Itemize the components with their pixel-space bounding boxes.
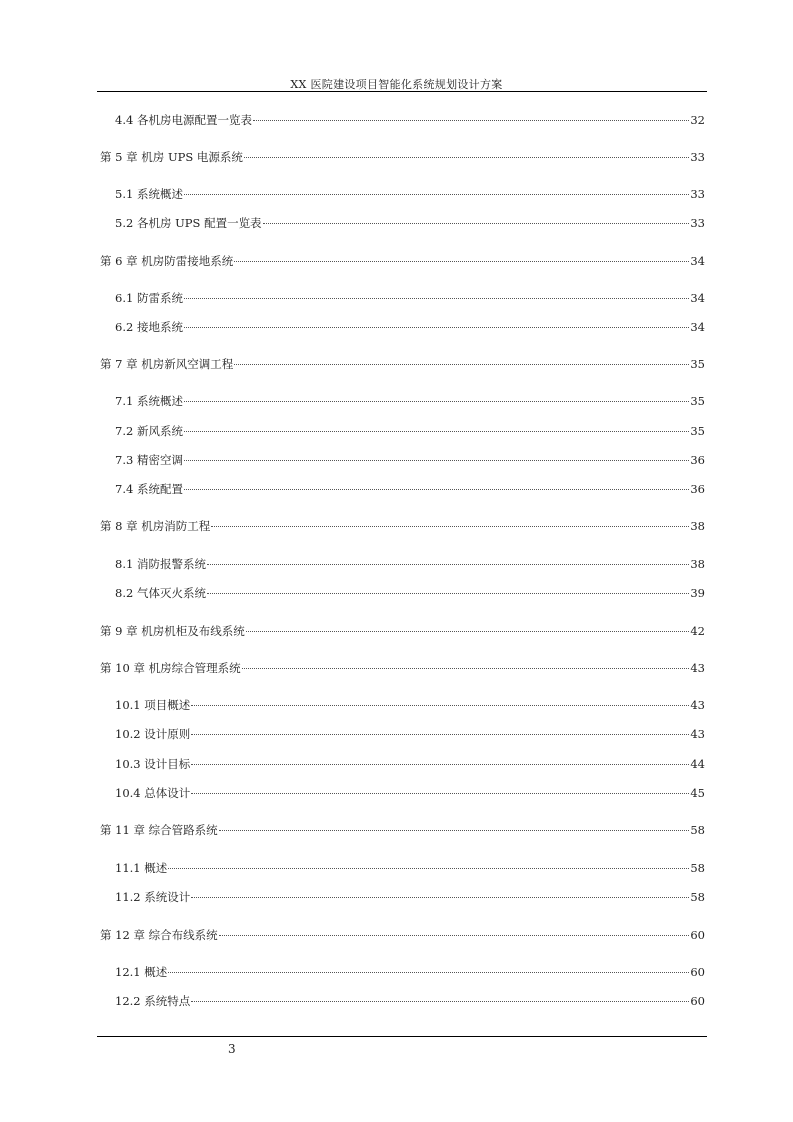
- toc-entry-page: 33: [690, 216, 705, 230]
- toc-section-entry[interactable]: [115, 482, 705, 496]
- toc-entry-page: 36: [690, 482, 705, 496]
- toc-entry-label: 6.1 防雷系统: [115, 291, 183, 305]
- toc-entry-page: 43: [690, 698, 705, 712]
- toc-entry-label: 11.1 概述: [115, 861, 168, 875]
- toc-entry-label: 第 12 章 综合布线系统: [100, 928, 218, 942]
- toc-entry-label: 第 11 章 综合管路系统: [100, 823, 218, 837]
- toc-entry-label: 第 8 章 机房消防工程: [100, 519, 211, 533]
- toc-entry-page: 58: [690, 823, 705, 837]
- toc-section-entry[interactable]: [115, 586, 705, 600]
- toc-entry-label: 7.2 新风系统: [115, 424, 183, 438]
- toc-entry-page: 60: [690, 994, 705, 1008]
- toc-entry-label: 5.2 各机房 UPS 配置一览表: [115, 216, 262, 230]
- toc-entry-label: 11.2 系统设计: [115, 890, 191, 904]
- toc-entry-page: 35: [690, 357, 705, 371]
- page-header-title: XX 医院建设项目智能化系统规划设计方案: [290, 78, 503, 91]
- toc-chapter-entry[interactable]: [100, 519, 705, 533]
- toc-entry-label: 12.1 概述: [115, 965, 168, 979]
- toc-chapter-entry[interactable]: [100, 661, 705, 675]
- toc-entry-page: 38: [690, 557, 705, 571]
- toc-entry-label: 7.4 系统配置: [115, 482, 183, 496]
- toc-section-entry[interactable]: [115, 757, 705, 771]
- toc-entry-page: 35: [690, 394, 705, 408]
- toc-dot-leader: [168, 972, 689, 973]
- toc-dot-leader: [234, 261, 689, 262]
- toc-section-entry[interactable]: [115, 786, 705, 800]
- toc-entry-page: 39: [690, 586, 705, 600]
- toc-section-entry[interactable]: [115, 187, 705, 201]
- toc-entry-page: 43: [690, 661, 705, 675]
- toc-entry-page: 45: [690, 786, 705, 800]
- toc-entry-label: 10.4 总体设计: [115, 786, 191, 800]
- toc-chapter-entry[interactable]: [100, 823, 705, 837]
- toc-entry-page: 44: [690, 757, 705, 771]
- toc-entry-page: 60: [690, 965, 705, 979]
- toc-entry-label: 8.2 气体灭火系统: [115, 586, 206, 600]
- page-number: 3: [228, 1042, 236, 1056]
- toc-dot-leader: [184, 431, 689, 432]
- toc-entry-label: 4.4 各机房电源配置一览表: [115, 113, 252, 127]
- toc-entry-page: 34: [690, 254, 705, 268]
- toc-dot-leader: [184, 489, 689, 490]
- toc-entry-page: 36: [690, 453, 705, 467]
- toc-section-entry[interactable]: [115, 727, 705, 741]
- toc-dot-leader: [191, 734, 689, 735]
- toc-dot-leader: [242, 668, 690, 669]
- toc-section-entry[interactable]: [115, 557, 705, 571]
- toc-section-entry[interactable]: [115, 890, 705, 904]
- toc-chapter-entry[interactable]: [100, 254, 705, 268]
- footer-rule: [97, 1036, 707, 1037]
- toc-dot-leader: [191, 897, 689, 898]
- toc-entry-label: 第 10 章 机房综合管理系统: [100, 661, 241, 675]
- toc-dot-leader: [207, 593, 689, 594]
- toc-entry-label: 第 5 章 机房 UPS 电源系统: [100, 150, 243, 164]
- toc-entry-label: 10.2 设计原则: [115, 727, 191, 741]
- toc-entry-page: 60: [690, 928, 705, 942]
- toc-section-entry[interactable]: [115, 291, 705, 305]
- toc-entry-page: 33: [690, 150, 705, 164]
- toc-entry-label: 第 6 章 机房防雷接地系统: [100, 254, 234, 268]
- toc-section-entry[interactable]: [115, 216, 705, 230]
- toc-section-entry[interactable]: [115, 424, 705, 438]
- toc-entry-label: 8.1 消防报警系统: [115, 557, 206, 571]
- toc-dot-leader: [191, 1001, 689, 1002]
- toc-entry-label: 6.2 接地系统: [115, 320, 183, 334]
- toc-entry-label: 7.3 精密空调: [115, 453, 183, 467]
- toc-entry-label: 第 9 章 机房机柜及布线系统: [100, 624, 245, 638]
- toc-dot-leader: [191, 705, 689, 706]
- toc-entry-label: 10.3 设计目标: [115, 757, 191, 771]
- toc-section-entry[interactable]: [115, 965, 705, 979]
- toc-dot-leader: [184, 194, 689, 195]
- toc-dot-leader: [191, 764, 689, 765]
- toc-entry-page: 33: [690, 187, 705, 201]
- toc-dot-leader: [184, 298, 689, 299]
- toc-section-entry[interactable]: [115, 453, 705, 467]
- toc-dot-leader: [244, 157, 689, 158]
- toc-dot-leader: [184, 327, 689, 328]
- toc-dot-leader: [184, 460, 689, 461]
- toc-entry-label: 7.1 系统概述: [115, 394, 183, 408]
- toc-entry-page: 38: [690, 519, 705, 533]
- toc-dot-leader: [207, 564, 689, 565]
- toc-dot-leader: [253, 120, 689, 121]
- toc-dot-leader: [246, 631, 690, 632]
- toc-section-entry[interactable]: [115, 994, 705, 1008]
- toc-chapter-entry[interactable]: [100, 150, 705, 164]
- toc-entry-label: 5.1 系统概述: [115, 187, 183, 201]
- toc-dot-leader: [168, 868, 689, 869]
- toc-dot-leader: [234, 364, 689, 365]
- toc-entry-label: 第 7 章 机房新风空调工程: [100, 357, 234, 371]
- toc-entry-label: 12.2 系统特点: [115, 994, 191, 1008]
- toc-dot-leader: [211, 526, 689, 527]
- toc-section-entry[interactable]: [115, 113, 705, 127]
- toc-entry-page: 34: [690, 320, 705, 334]
- toc-section-entry[interactable]: [115, 698, 705, 712]
- toc-chapter-entry[interactable]: [100, 928, 705, 942]
- toc-dot-leader: [191, 793, 689, 794]
- toc-chapter-entry[interactable]: [100, 357, 705, 371]
- toc-dot-leader: [263, 223, 690, 224]
- toc-entry-page: 35: [690, 424, 705, 438]
- toc-section-entry[interactable]: [115, 861, 705, 875]
- toc-section-entry[interactable]: [115, 394, 705, 408]
- toc-entry-page: 58: [690, 861, 705, 875]
- toc-dot-leader: [219, 830, 690, 831]
- toc-entry-page: 43: [690, 727, 705, 741]
- toc-chapter-entry[interactable]: [100, 624, 705, 638]
- toc-entry-page: 34: [690, 291, 705, 305]
- toc-entry-page: 32: [690, 113, 705, 127]
- toc-dot-leader: [184, 401, 689, 402]
- toc-dot-leader: [219, 935, 690, 936]
- toc-entry-label: 10.1 项目概述: [115, 698, 191, 712]
- toc-section-entry[interactable]: [115, 320, 705, 334]
- toc-entry-page: 42: [690, 624, 705, 638]
- toc-entry-page: 58: [690, 890, 705, 904]
